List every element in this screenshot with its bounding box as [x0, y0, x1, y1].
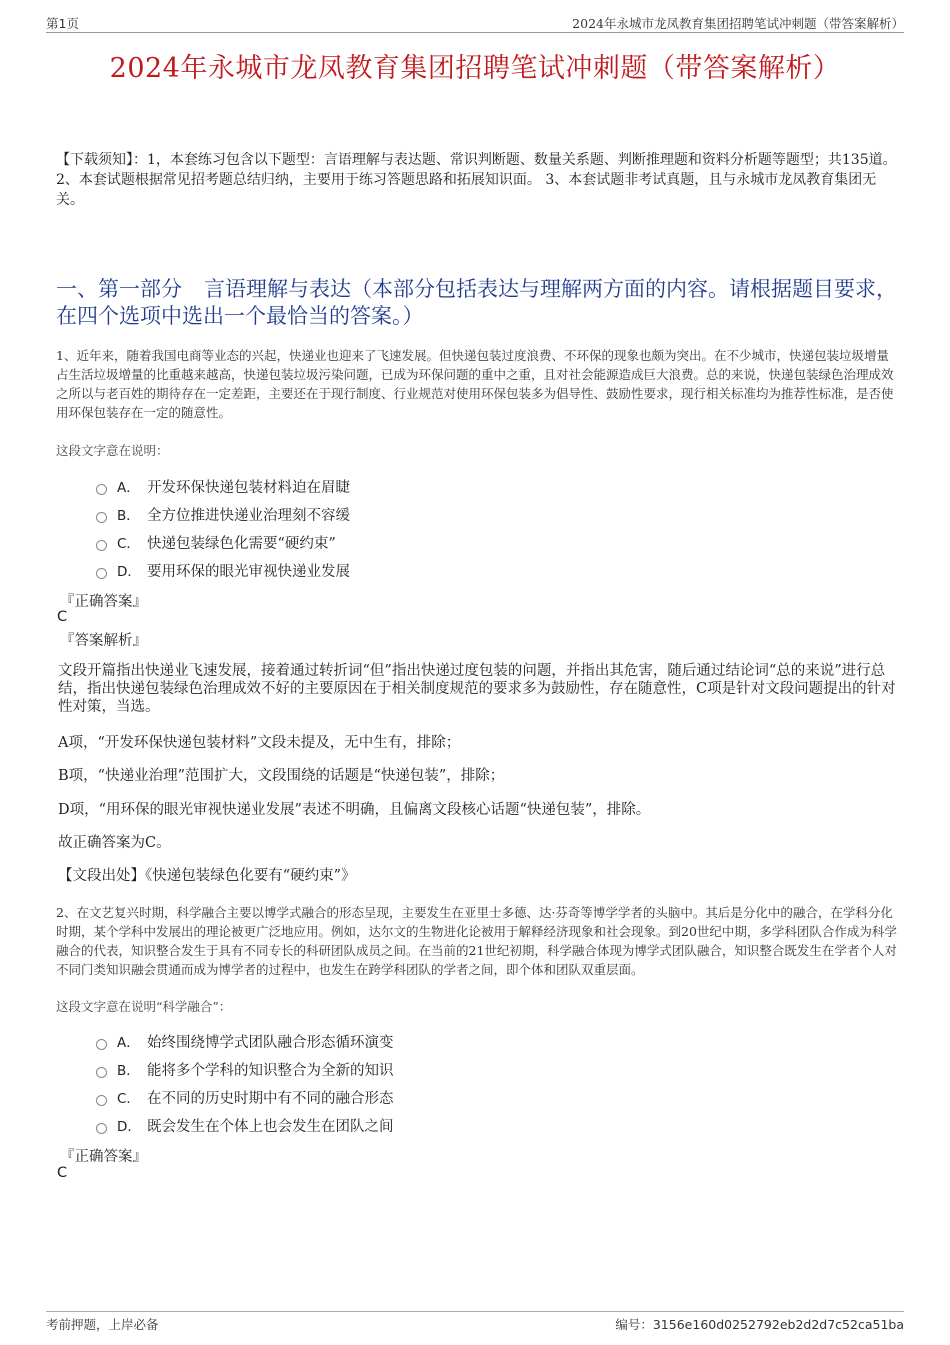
q1-option-a[interactable]: A． 开发环保快递包装材料迫在眉睫	[96, 472, 350, 500]
q1-option-c[interactable]: C． 快递包装绿色化需要“硬约束”	[96, 528, 350, 556]
q2-answer-label: 『正确答案』	[60, 1149, 147, 1165]
page-number-label: 第1页	[46, 16, 79, 31]
page-header	[46, 14, 904, 33]
radio-icon[interactable]	[96, 484, 107, 495]
footer-slogan: 考前押题，上岸必备	[46, 1317, 159, 1332]
q1-analysis-conclusion: 故正确答案为C。	[58, 835, 171, 851]
q1-prompt: 这段文字意在说明：	[56, 443, 169, 458]
q1-passage: 1、近年来，随着我国电商等业态的兴起，快递业也迎来了飞速发展。但快递包装过度浪费、不环保的现象也颇为突出。在不少城市，快递包装垃圾增量占生活垃圾增量的比重越来越高，快递包装垃圾污染问题，已成为环保问题的重中之重，且对社会能源造成巨大浪费。总的来说，快递包装绿色治理成效之所以与老百姓的期待存在一定差距，主要还在于现行制度、行业规范对使用环保包装多为倡导性、鼓励性要求，现行相关标准均为推荐性标准，是否使用环保包装存在一定的随意性。	[56, 348, 894, 420]
q2-options	[96, 1027, 394, 1139]
q1-analysis-b: B项，“快递业治理”范围扩大，文段围绕的话题是“快递包装”，排除；	[58, 768, 505, 784]
radio-icon[interactable]	[96, 1067, 107, 1078]
q2-option-a[interactable]: A． 始终围绕博学式团队融合形态循环演变	[96, 1027, 394, 1055]
q2-prompt: 这段文字意在说明“科学融合”：	[56, 999, 232, 1014]
q1-analysis-main: 文段开篇指出快递业飞速发展，接着通过转折词“但”指出快递过度包装的问题，并指出其危害，随后通过结论词“总的来说”进行总结，指出快递包装绿色治理成效不好的主要原因在于相关制度规范的要求多为鼓励性，存在随意性，C项是针对文段问题提出的针对性对策，当选。	[58, 663, 896, 715]
q1-source: 【文段出处】《快递包装绿色化要有“硬约束”》	[58, 868, 356, 884]
q1-option-d[interactable]: D． 要用环保的眼光审视快递业发展	[96, 556, 350, 584]
q2-option-c[interactable]: C． 在不同的历史时期中有不同的融合形态	[96, 1083, 394, 1111]
header-doc-title: 2024年永城市龙凤教育集团招聘笔试冲刺题（带答案解析）	[572, 16, 904, 31]
q1-option-b[interactable]: B． 全方位推进快递业治理刻不容缓	[96, 500, 350, 528]
radio-icon[interactable]	[96, 568, 107, 579]
q1-analysis-a: A项，“开发环保快递包装材料”文段未提及，无中生有，排除；	[58, 735, 461, 751]
q1-analysis-d: D项，“用环保的眼光审视快递业发展”表述不明确，且偏离文段核心话题“快递包装”，排除。	[58, 802, 651, 818]
q2-answer: C	[57, 1165, 68, 1181]
radio-icon[interactable]	[96, 1039, 107, 1050]
section-heading	[56, 276, 906, 330]
radio-icon[interactable]	[96, 1123, 107, 1134]
page-footer	[46, 1311, 904, 1332]
download-notice: 【下载须知】：1，本套练习包含以下题型：言语理解与表达题、常识判断题、数量关系题、判断推理题和资料分析题等题型；共135道。 2、本套试题根据常见招考题总结归纳，主要用于练习答题思路和拓展知识面。 3、本套试题非考试真题，且与永城市龙凤教育集团无关。	[56, 152, 897, 208]
document-title: 2024年永城市龙凤教育集团招聘笔试冲刺题（带答案解析）	[109, 53, 841, 84]
q1-answer-label: 『正确答案』	[60, 594, 147, 610]
radio-icon[interactable]	[96, 540, 107, 551]
footer-code: 编号：3156e160d0252792eb2d2d7c52ca51ba	[615, 1317, 904, 1332]
section-number: 一、第一部分	[56, 277, 182, 301]
q2-option-d[interactable]: D． 既会发生在个体上也会发生在团队之间	[96, 1111, 394, 1139]
q1-answer: C	[57, 609, 68, 625]
q1-options	[96, 472, 350, 584]
q1-analysis-label: 『答案解析』	[60, 633, 147, 649]
q2-passage: 2、在文艺复兴时期，科学融合主要以博学式融合的形态呈现，主要发生在亚里士多德、达·芬奇等博学学者的头脑中。其后是分化中的融合，在学科分化时期，某个学科中发展出的理论被更广泛地应用。例如，达尔文的生物进化论被用于解释经济现象和社会现象。到20世纪中期，多学科团队合作成为科学融合的代表，知识整合发生于具有不同专长的科研团队成员之间。在当前的21世纪初期，科学融合体现为博学式团队融合，知识整合既发生在学者个人对不同门类知识融会贯通而成为博学者的过程中，也发生在跨学科团队的学者之间，即个体和团队双重层面。	[56, 905, 897, 977]
q2-option-b[interactable]: B． 能将多个学科的知识整合为全新的知识	[96, 1055, 394, 1083]
radio-icon[interactable]	[96, 1095, 107, 1106]
radio-icon[interactable]	[96, 512, 107, 523]
section-title: 言语理解与表达（本部分包括表达与理解两方面的内容。请根据题目要求，在四个选项中选出一个最恰当的答案。）	[56, 277, 897, 328]
